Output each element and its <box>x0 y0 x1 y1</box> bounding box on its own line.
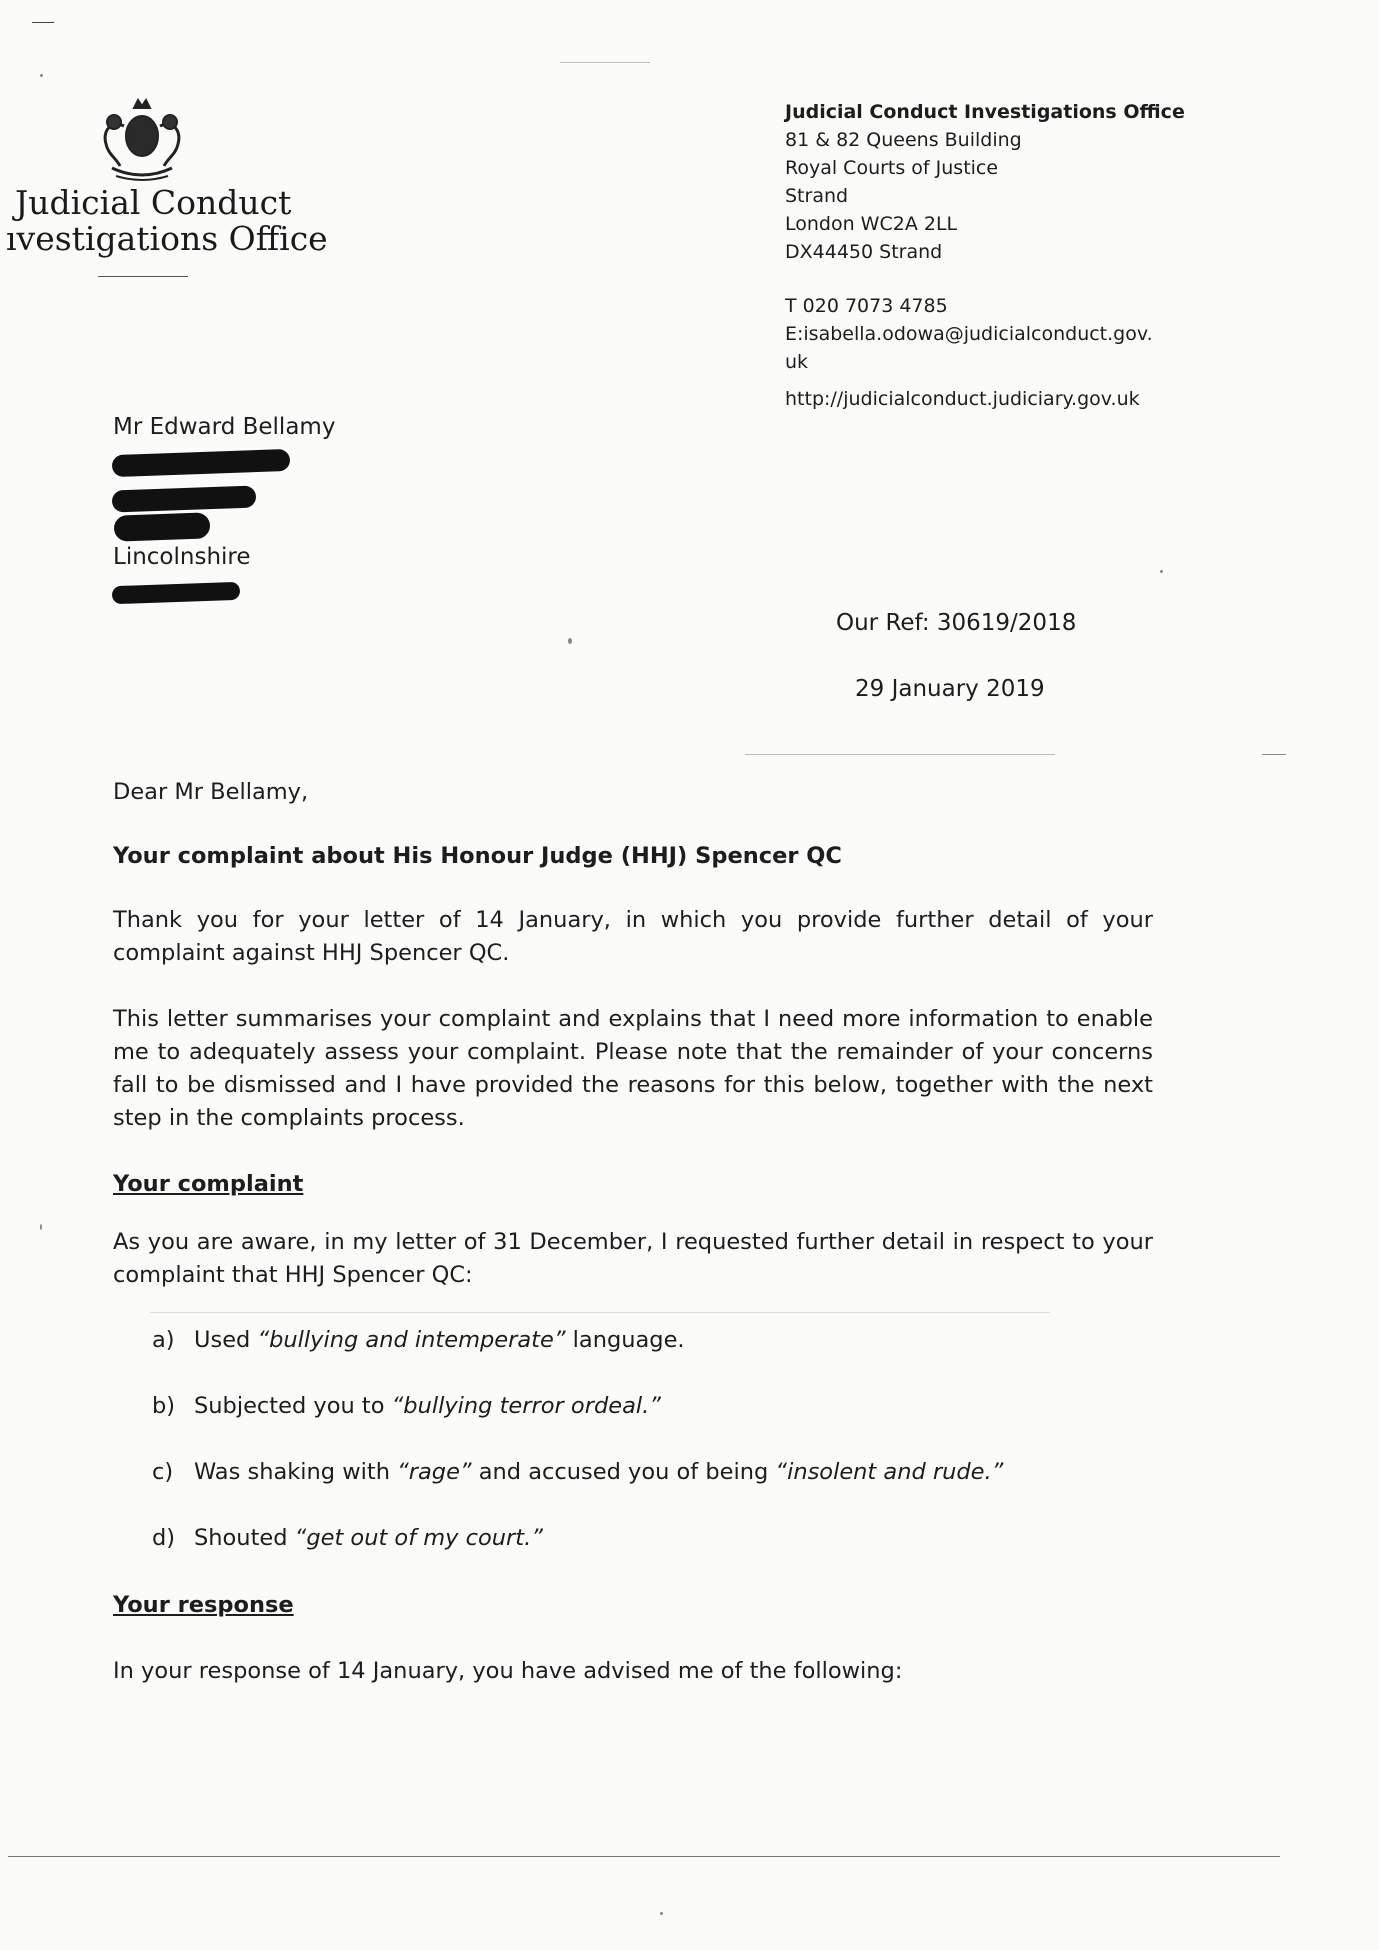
sender-org: Judicial Conduct Investigations Office <box>785 101 1185 123</box>
sender-email-line1: E:isabella.odowa@judicialconduct.gov. <box>785 323 1153 345</box>
footer-rule <box>8 1856 1280 1857</box>
list-item-label: b) <box>152 1393 176 1419</box>
section-heading-your-complaint: Your complaint <box>113 1171 304 1197</box>
list-item <box>152 1393 661 1419</box>
paragraph-2: This letter summarises your complaint and explains that I need more information to enable me to adequately assess your complaint. Please note that the remainder of your concerns fall to be dismissed and I have provided the reasons for this below, together with the next step in the complaints process. <box>113 1006 1153 1131</box>
sender-address-line: London WC2A 2LL <box>785 213 958 235</box>
sender-website: http://judicialconduct.judiciary.gov.uk <box>785 388 1140 410</box>
sender-address-line: 81 & 82 Queens Building <box>785 129 1022 151</box>
list-item-quote: “bullying terror ordeal.” <box>391 1393 661 1419</box>
list-item-label: d) <box>152 1525 176 1551</box>
scan-mark <box>1262 754 1286 755</box>
sender-phone: T 020 7073 4785 <box>785 295 948 317</box>
sender-email-line2: uk <box>785 351 809 373</box>
list-item-text: Used <box>194 1327 258 1353</box>
list-item-label: a) <box>152 1327 175 1353</box>
list-item-text: language. <box>565 1327 685 1353</box>
sender-email <box>785 320 1153 376</box>
list-item-quote: “get out of my court.” <box>294 1525 543 1551</box>
redaction-mark <box>114 512 211 541</box>
letter-date: 29 January 2019 <box>855 676 1045 702</box>
paragraph-1: Thank you for your letter of 14 January, in which you provide further detail of your complaint against HHJ Spencer QC. <box>113 907 1153 966</box>
list-item-text: and accused you of being <box>471 1459 776 1485</box>
recipient-county: Lincolnshire <box>113 544 251 570</box>
sender-address-line: DX44450 Strand <box>785 241 943 263</box>
list-item-text: Subjected you to <box>194 1393 392 1419</box>
scan-speck <box>40 1224 42 1230</box>
sender-contact <box>785 292 1153 376</box>
sender-address-line: Royal Courts of Justice <box>785 157 999 179</box>
sender-address-line: Strand <box>785 185 849 207</box>
redaction-mark <box>112 485 257 512</box>
logo-text-line2: ıvestigations Office <box>6 219 328 258</box>
paragraph-3: As you are aware, in my letter of 31 December, I requested further detail in respect to your complaint that HHJ Spencer QC: <box>113 1229 1153 1288</box>
scan-speck <box>1160 570 1163 573</box>
list-item-quote: “rage” <box>397 1459 472 1485</box>
scan-mark <box>745 754 1055 755</box>
scan-speck <box>568 638 572 644</box>
scan-speck <box>660 1912 663 1915</box>
list-item-label: c) <box>152 1459 174 1485</box>
scan-mark <box>150 1312 1050 1313</box>
our-reference: Our Ref: 30619/2018 <box>836 610 1077 636</box>
logo-underline <box>98 276 188 277</box>
scan-mark <box>560 62 650 63</box>
salutation: Dear Mr Bellamy, <box>113 779 309 805</box>
royal-crest-icon <box>94 96 190 182</box>
list-item <box>152 1459 1003 1485</box>
scan-speck <box>40 74 43 77</box>
subject-line: Your complaint about His Honour Judge (HHJ) Spencer QC <box>113 843 842 869</box>
list-item-quote: “insolent and rude.” <box>775 1459 1004 1485</box>
redaction-mark <box>112 582 241 604</box>
redaction-mark <box>112 449 291 477</box>
section-heading-your-response: Your response <box>113 1592 294 1618</box>
sender-address <box>785 98 1185 266</box>
list-item <box>152 1327 685 1353</box>
scan-mark <box>32 22 54 23</box>
list-item-text: Was shaking with <box>194 1459 398 1485</box>
paragraph-4: In your response of 14 January, you have advised me of the following: <box>113 1658 903 1684</box>
list-item <box>152 1525 543 1551</box>
list-item-quote: “bullying and intemperate” <box>257 1327 566 1353</box>
list-item-text: Shouted <box>194 1525 295 1551</box>
recipient-name: Mr Edward Bellamy <box>113 414 336 440</box>
logo-text-line1: Judicial Conduct <box>15 183 292 222</box>
